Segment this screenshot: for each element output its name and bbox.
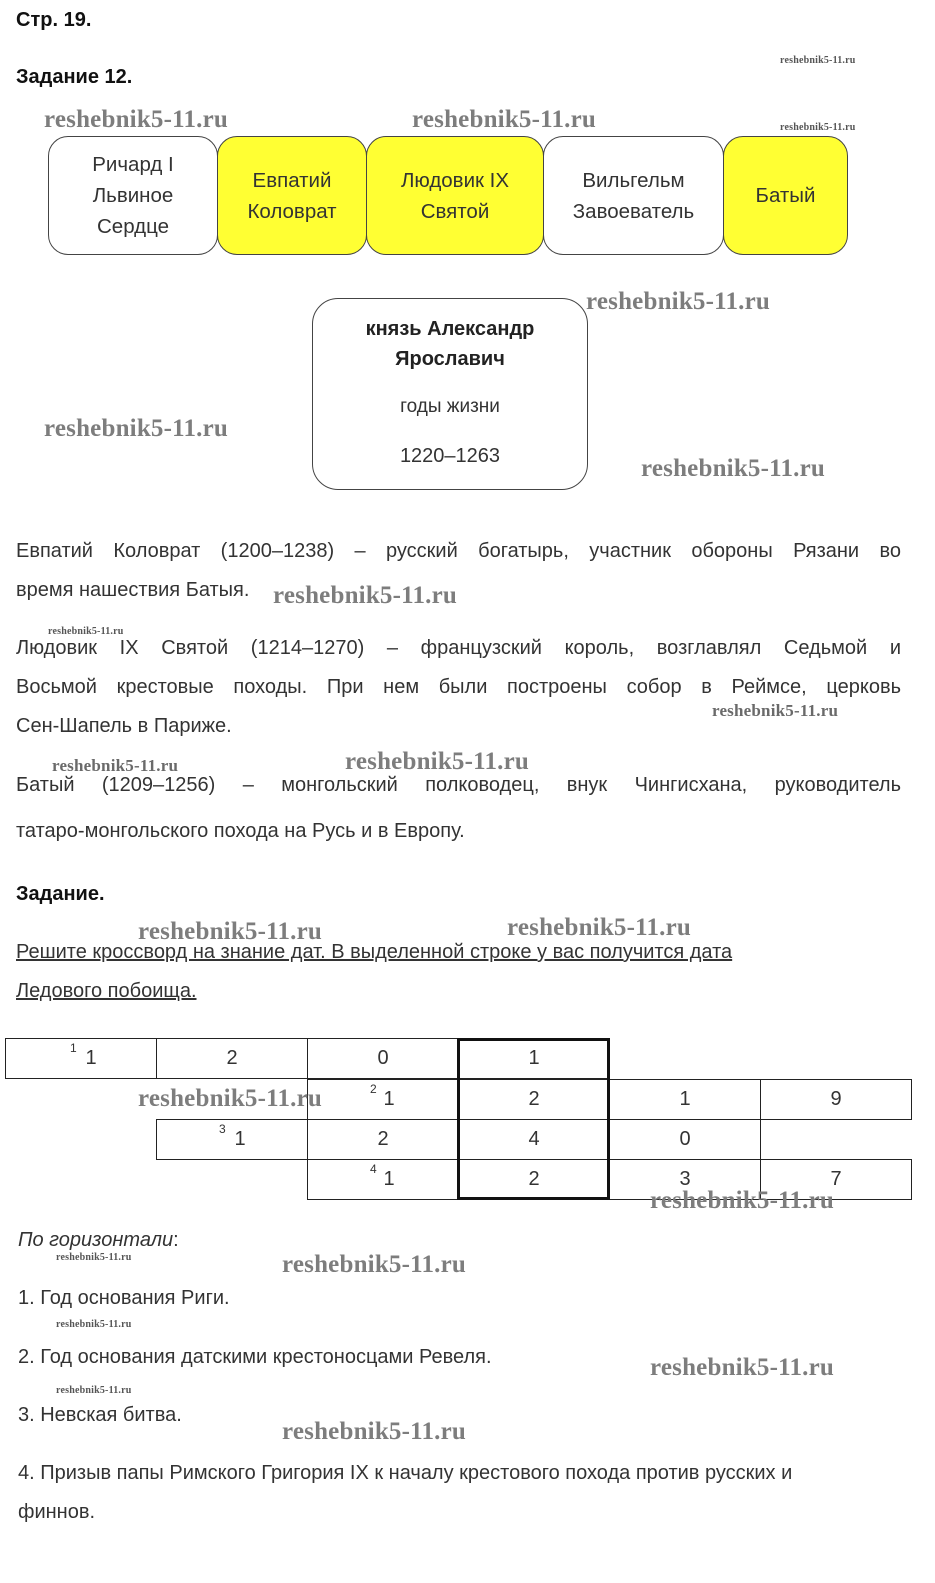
watermark: reshebnik5-11.ru: [586, 288, 771, 315]
clues-heading-text: По горизонтали: [18, 1229, 174, 1251]
crossword-cell: [307, 1079, 459, 1120]
card-ludovik-line1: Людовик IX: [400, 168, 510, 192]
task-instruction-line2: Ледового побоища.: [16, 980, 197, 1002]
crossword-digit: 9: [830, 1088, 842, 1110]
paragraph-batyi: [16, 773, 901, 843]
crossword-cell: [5, 1038, 157, 1079]
watermark: reshebnik5-11.ru: [641, 455, 826, 482]
crossword-digit: 1: [85, 1047, 97, 1069]
crossword-number: 4: [370, 1162, 377, 1176]
crossword-number: 3: [219, 1122, 226, 1136]
card-ludovik: [366, 136, 544, 255]
crossword-cell: [307, 1038, 459, 1079]
clue-4-line2: финнов.: [18, 1501, 96, 1523]
crossword-cell: [609, 1119, 761, 1160]
crossword-cell: [307, 1119, 459, 1160]
watermark: reshebnik5-11.ru: [273, 582, 458, 609]
watermark: reshebnik5-11.ru: [56, 1319, 132, 1330]
card-wilhelm-line1: Вильгельм: [582, 168, 685, 192]
task-instruction-line1: Решите кроссворд на знание дат. В выделенной строке у вас получится дата: [16, 941, 733, 963]
card-richard-line1: Ричард I: [92, 153, 174, 176]
card-richard: [48, 136, 218, 255]
clues-heading: [18, 1229, 179, 1252]
clue-2: 2. Год основания датскими крестоносцами Ревеля.: [18, 1346, 492, 1368]
paragraph-ludovik-line1: Людовик IX Святой (1214–1270) – французский король, возглавлял Седьмой и: [16, 637, 901, 659]
crossword-digit: 2: [226, 1047, 238, 1069]
crossword-digit: 4: [528, 1128, 540, 1150]
person-name-line2: Ярославич: [395, 348, 505, 370]
watermark: reshebnik5-11.ru: [780, 122, 856, 133]
paragraph-batyi-line1: Батый (1209–1256) – монгольский полководец, внук Чингисхана, руководитель: [16, 774, 901, 796]
watermark: reshebnik5-11.ru: [44, 415, 229, 442]
crossword-digit: 1: [383, 1168, 395, 1190]
crossword-digit: 1: [679, 1088, 691, 1110]
crossword-cell: [609, 1079, 761, 1120]
card-evpatiy: [217, 136, 367, 255]
card-richard-line2: Львиное: [92, 184, 174, 207]
crossword-highlighted-column: [457, 1038, 610, 1200]
card-evpatiy-line1: Евпатий: [252, 168, 332, 192]
page-number: Стр. 19.: [16, 9, 92, 31]
watermark: reshebnik5-11.ru: [507, 914, 692, 941]
paragraph-batyi-line2: татаро-монгольского похода на Русь и в Европу.: [16, 820, 465, 842]
watermark: reshebnik5-11.ru: [650, 1354, 835, 1381]
task-title: Задание.: [16, 883, 105, 905]
paragraph-ludovik-line2: Восьмой крестовые походы. При нем были построены собор в Реймсе, церковь: [16, 676, 901, 698]
watermark: reshebnik5-11.ru: [712, 701, 839, 720]
card-batyi: [723, 136, 848, 255]
card-ludovik-line2: Святой: [420, 199, 490, 223]
clue-1: 1. Год основания Риги.: [18, 1287, 230, 1309]
crossword-digit: 2: [528, 1168, 540, 1190]
crossword-digit: 3: [679, 1168, 691, 1190]
crossword-cell: [307, 1159, 459, 1200]
paragraph-evpatiy-line2: время нашествия Батыя.: [16, 579, 250, 601]
crossword-digit: 0: [679, 1128, 691, 1150]
paragraph-evpatiy-line1: Евпатий Коловрат (1200–1238) – русский богатырь, участник обороны Рязани во: [16, 540, 901, 562]
person-name-line1: князь Александр: [365, 318, 535, 340]
watermark: reshebnik5-11.ru: [48, 626, 124, 637]
clue-4-line1: 4. Призыв папы Римского Григория IX к началу крестового похода против русских и: [18, 1462, 793, 1484]
watermark: reshebnik5-11.ru: [138, 1085, 323, 1112]
crossword-digit: 7: [830, 1168, 842, 1190]
watermark: reshebnik5-11.ru: [780, 55, 856, 66]
watermark: reshebnik5-11.ru: [44, 106, 229, 133]
crossword-digit: 1: [528, 1047, 540, 1069]
card-wilhelm-line2: Завоеватель: [572, 199, 695, 223]
paragraph-ludovik-line3: Сен-Шапель в Париже.: [16, 715, 232, 737]
watermark: reshebnik5-11.ru: [412, 106, 597, 133]
crossword-digit: 2: [528, 1088, 540, 1110]
crossword-digit: 0: [377, 1047, 389, 1069]
crossword-digit: 1: [234, 1128, 246, 1150]
person-card: [312, 298, 588, 490]
crossword-number: 2: [370, 1082, 377, 1096]
card-batyi-line1: Батый: [755, 184, 816, 207]
watermark: reshebnik5-11.ru: [56, 1252, 132, 1263]
card-richard-line3: Сердце: [96, 215, 169, 238]
card-evpatiy-line2: Коловрат: [247, 199, 337, 223]
watermark: reshebnik5-11.ru: [282, 1251, 467, 1278]
person-years: 1220–1263: [399, 445, 501, 467]
watermark: reshebnik5-11.ru: [52, 756, 179, 775]
crossword-cell: [156, 1119, 308, 1160]
clue-3: 3. Невская битва.: [18, 1404, 182, 1426]
crossword-digit: 1: [383, 1088, 395, 1110]
paragraph-ludovik: [16, 636, 901, 738]
watermark: reshebnik5-11.ru: [650, 1187, 835, 1214]
clues-heading-colon: :: [173, 1229, 179, 1251]
person-years-label: годы жизни: [400, 396, 500, 417]
watermark: reshebnik5-11.ru: [138, 918, 323, 945]
watermark: reshebnik5-11.ru: [345, 748, 530, 775]
crossword-cell: [760, 1079, 912, 1120]
paragraph-evpatiy: [16, 539, 901, 602]
crossword-number: 1: [70, 1041, 77, 1055]
watermark: reshebnik5-11.ru: [56, 1385, 132, 1396]
crossword-cell: [156, 1038, 308, 1079]
task12-title: Задание 12.: [16, 66, 133, 88]
card-wilhelm: [543, 136, 724, 255]
crossword-digit: 2: [377, 1128, 389, 1150]
watermark: reshebnik5-11.ru: [282, 1418, 467, 1445]
